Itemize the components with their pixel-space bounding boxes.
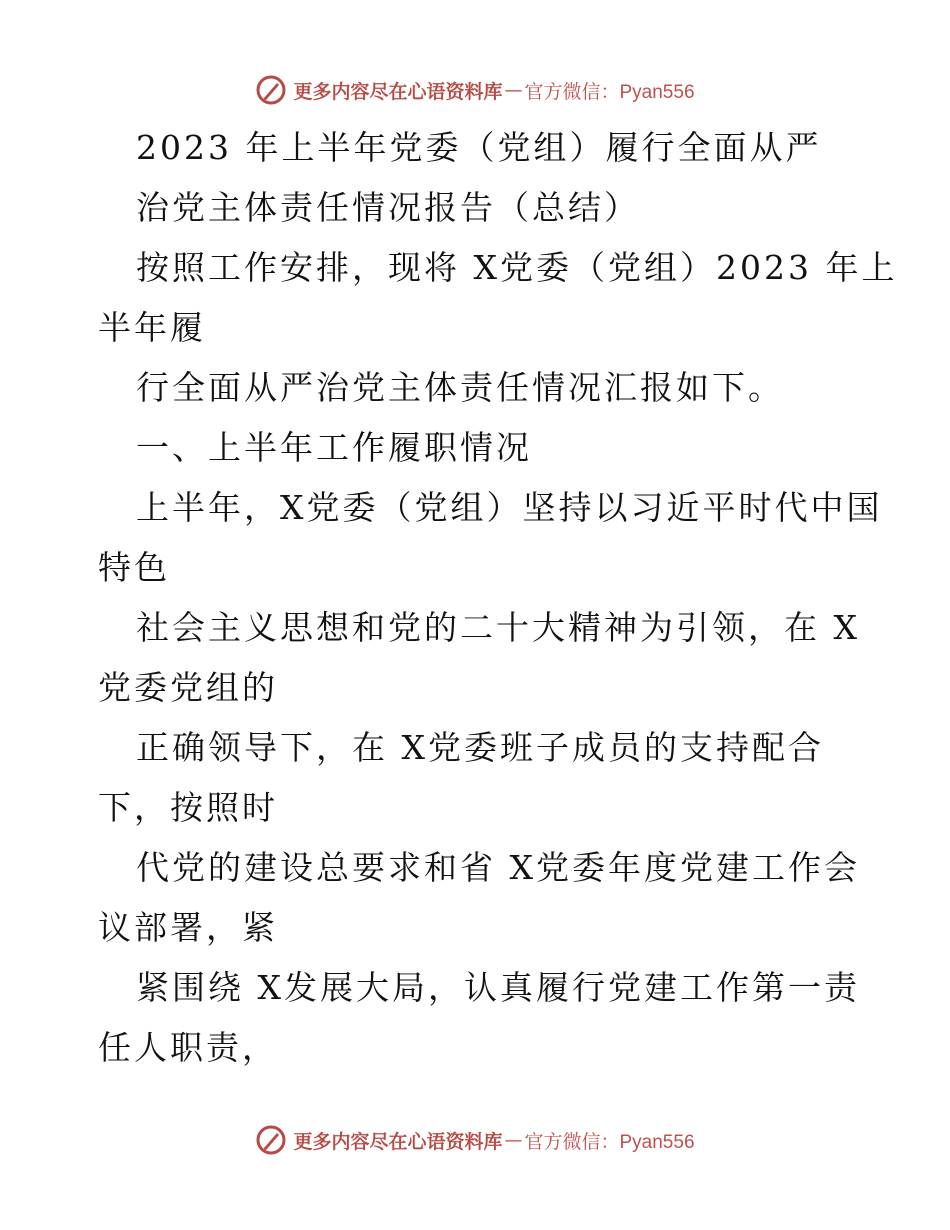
document-line: 半年履 <box>98 308 206 347</box>
watermark-text: 更多内容尽在心语资料库 <box>293 1130 503 1153</box>
document-line: 代党的建设总要求和省 X党委年度党建工作会 <box>136 848 860 887</box>
document-line: 上半年，X党委（党组）坚持以习近平时代中国 <box>136 488 883 527</box>
document-line: 治党主体责任情况报告（总结） <box>136 188 640 227</box>
document-line: 社会主义思想和党的二十大精神为引领，在 X <box>136 608 860 647</box>
quill-logo-icon <box>255 1124 287 1156</box>
watermark-separator: — <box>504 79 523 101</box>
document-line: 2023 年上半年党委（党组）履行全面从严 <box>136 128 822 167</box>
document-line: 正确领导下，在 X党委班子成员的支持配合 <box>136 728 824 767</box>
document-line: 按照工作安排，现将 X党委（党组）2023 年上 <box>136 248 898 287</box>
document-line: 行全面从严治党主体责任情况汇报如下。 <box>136 368 784 407</box>
watermark-separator: — <box>504 1129 523 1151</box>
document-line: 党委党组的 <box>98 668 278 707</box>
quill-logo-icon <box>255 74 287 106</box>
document-line: 紧围绕 X发展大局，认真履行党建工作第一责 <box>136 968 860 1007</box>
document-line: 任人职责， <box>98 1028 278 1067</box>
footer-watermark <box>0 1120 950 1160</box>
document-line: 议部署，紧 <box>98 908 278 947</box>
watermark-text: 更多内容尽在心语资料库 <box>293 80 503 103</box>
document-line: 一、上半年工作履职情况 <box>136 428 532 467</box>
document-line: 特色 <box>98 548 170 587</box>
document-line: 下，按照时 <box>98 788 278 827</box>
header-watermark <box>0 70 950 110</box>
watermark-contact: 官方微信：Pyan556 <box>524 1131 695 1153</box>
watermark-contact: 官方微信：Pyan556 <box>524 81 695 103</box>
document-body <box>98 118 898 1078</box>
